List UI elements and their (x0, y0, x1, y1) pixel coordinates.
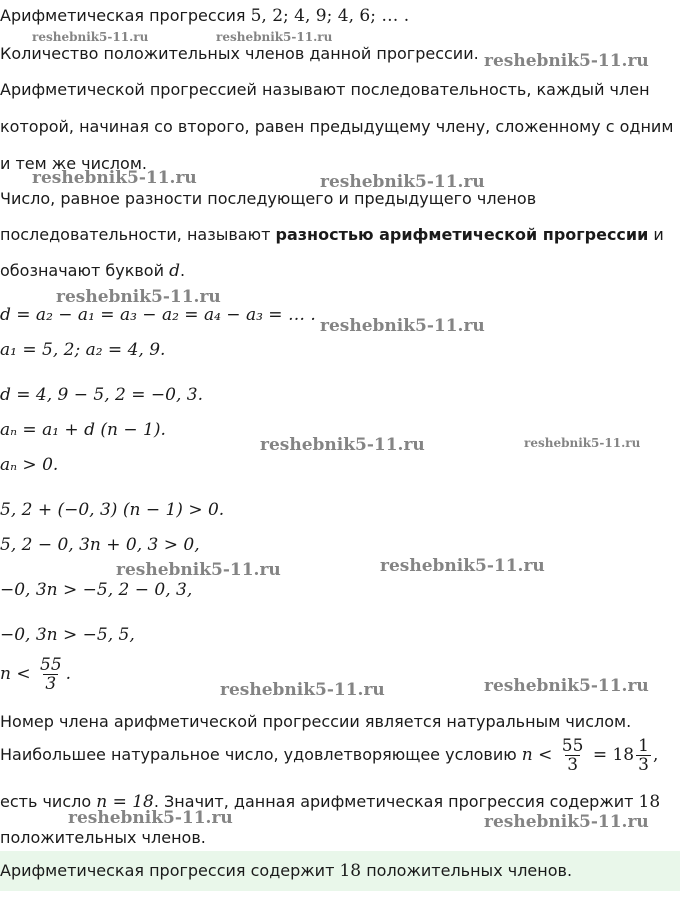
equation-n-bound: n < $\frac{55}{3}$ . (0, 655, 72, 694)
equation-inequality-1: 5, 2 + (−0, 3) (n − 1) > 0. (0, 500, 225, 520)
conclusion-line-4: положительных членов. (0, 828, 206, 847)
watermark: reshebnik5-11.ru (484, 51, 649, 71)
watermark: reshebnik5-11.ru (380, 556, 545, 576)
equation-inequality-3: −0, 3n > −5, 2 − 0, 3, (0, 580, 193, 600)
task-sequence: 5, 2; 4, 9; 4, 6; … . (250, 6, 410, 26)
answer-text: Арифметическая прогрессия содержит 18 положительных членов. (0, 861, 573, 881)
definition-line-1: Арифметической прогрессией называют последовательность, каждый член (0, 80, 650, 99)
watermark: reshebnik5-11.ru (68, 808, 233, 828)
watermark: reshebnik5-11.ru (260, 435, 425, 455)
difference-term: разностью арифметической прогрессии (275, 225, 649, 244)
watermark: reshebnik5-11.ru (32, 168, 197, 188)
definition-line-3: и тем же числом. (0, 154, 147, 173)
watermark: reshebnik5-11.ru (484, 812, 649, 832)
fraction-1-3: $\frac{1}{3}$ (638, 736, 649, 775)
difference-line-2: последовательности, называют разностью арифметической прогрессии и (0, 225, 664, 244)
task-statement (0, 6, 409, 26)
equation-first-terms: a₁ = 5, 2; a₂ = 4, 9. (0, 340, 166, 360)
watermark: reshebnik5-11.ru (220, 680, 385, 700)
watermark: reshebnik5-11.ru (320, 316, 485, 336)
equation-difference-def: d = a₂ − a₁ = a₃ − a₂ = a₄ − a₃ = … . (0, 305, 316, 325)
equation-difference-value: d = 4, 9 − 5, 2 = −0, 3. (0, 385, 204, 405)
watermark: reshebnik5-11.ru (320, 172, 485, 192)
conclusion-line-3: есть число n = 18. Значит, данная арифметическая прогрессия содержит 18 (0, 792, 661, 812)
equation-inequality-4: −0, 3n > −5, 5, (0, 625, 135, 645)
difference-line-1: Число, равное разности последующего и предыдущего членов (0, 189, 537, 208)
task-question: Количество положительных членов данной прогрессии. (0, 44, 479, 63)
conclusion-line-2: Наибольшее натуральное число, удовлетворяющее условию n < $\frac{55}{3}$ = 18 $\frac{1}{3}$ , (0, 736, 659, 775)
watermark: reshebnik5-11.ru (56, 287, 221, 307)
difference-line-3: обозначают буквой d. (0, 261, 186, 281)
answer-box (0, 851, 680, 891)
definition-line-2: которой, начиная со второго, равен предыдущему члену, сложенному с одним (0, 117, 674, 136)
fraction-55-3-conclusion: $\frac{55}{3}$ (561, 736, 584, 775)
fraction-55-3: $\frac{55}{3}$ (40, 655, 62, 694)
watermark: reshebnik5-11.ru (32, 30, 149, 44)
watermark: reshebnik5-11.ru (216, 30, 333, 44)
conclusion-line-1: Номер члена арифметической прогрессии является натуральным числом. (0, 712, 632, 731)
equation-general-term: aₙ = a₁ + d (n − 1). (0, 420, 166, 440)
task-lead: Арифметическая прогрессия (0, 6, 251, 25)
equation-inequality-2: 5, 2 − 0, 3n + 0, 3 > 0, (0, 535, 200, 555)
watermark: reshebnik5-11.ru (484, 676, 649, 696)
watermark: reshebnik5-11.ru (116, 560, 281, 580)
watermark: reshebnik5-11.ru (524, 436, 641, 450)
equation-positive-condition: aₙ > 0. (0, 455, 59, 475)
